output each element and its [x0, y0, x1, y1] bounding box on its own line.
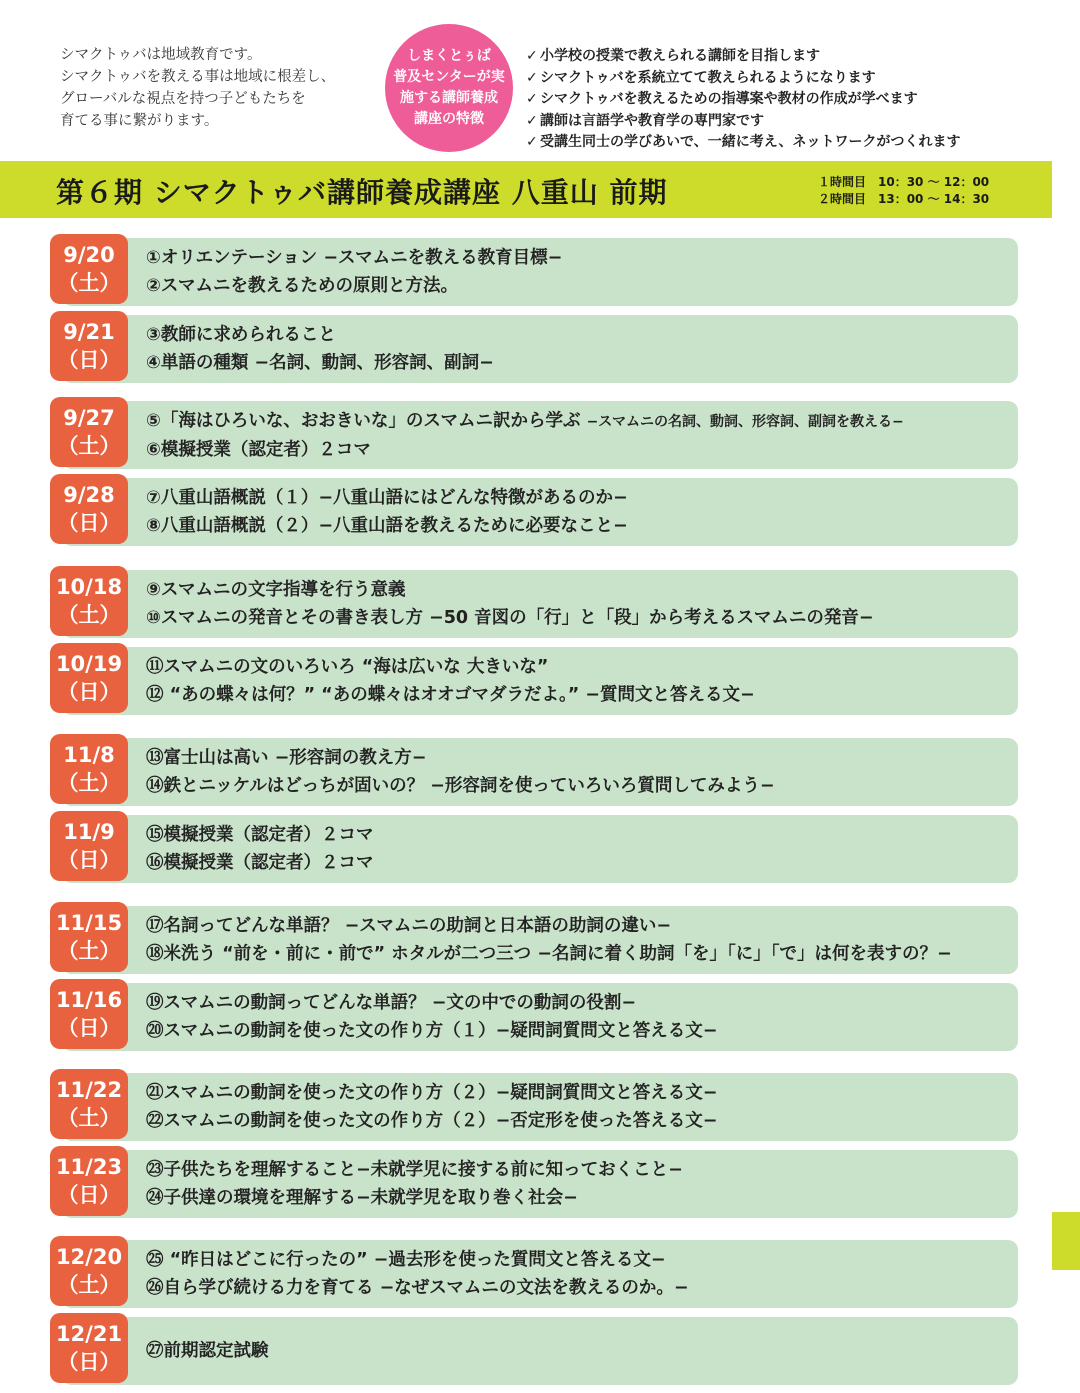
session-topic-text: ①オリエンテーション −スマムニを教える教育目標−	[146, 248, 563, 268]
session-topics	[146, 321, 1016, 377]
session-topic	[146, 940, 1016, 968]
session-date-box	[50, 1146, 128, 1216]
session-topic	[146, 484, 1016, 512]
session-topic-text: ⑰名詞ってどんな単語？ −スマムニの助詞と日本語の助詞の違い−	[146, 916, 672, 936]
session-date-box	[50, 566, 128, 636]
session-date-box	[50, 643, 128, 713]
session-topic	[146, 912, 1016, 940]
session-topic	[146, 681, 1016, 709]
session-topic	[146, 1274, 1016, 1302]
feature-text: 講師は言語学や教育学の専門家です	[540, 112, 764, 129]
session-date-box	[50, 734, 128, 804]
session-date-box	[50, 234, 128, 304]
session-row	[50, 1069, 1020, 1141]
intro-line: シマクトゥバを教える事は地域に根差し、	[60, 69, 336, 85]
check-icon: ✓	[526, 69, 538, 86]
badge-line: 普及センターが実	[393, 69, 505, 85]
session-row	[50, 1313, 1020, 1385]
session-topic-text: ⑭鉄とニッケルはどっちが固いの？ −形容詞を使っていろいろ質問してみよう−	[146, 776, 775, 796]
check-icon: ✓	[526, 48, 538, 64]
session-row	[50, 1236, 1020, 1308]
session-topic	[146, 576, 1016, 604]
session-topic	[146, 1337, 1016, 1365]
session-date: 11/9	[63, 820, 115, 844]
session-date-box	[50, 397, 128, 467]
session-topic-text: ㉕ “昨日はどこに行ったの” −過去形を使った質問文と答える文−	[146, 1250, 666, 1270]
session-topic-text: ㉗前期認定試験	[146, 1341, 269, 1361]
session-weekday: （土）	[57, 1273, 121, 1297]
session-topics	[146, 576, 1016, 632]
session-topic-text: ㉒スマムニの動詞を使った文の作り方（２）−否定形を使った答える文−	[146, 1111, 718, 1131]
session-topic-text: ④単語の種類 −名詞、動詞、形容詞、副詞−	[146, 353, 494, 373]
session-date: 11/22	[55, 1078, 123, 1102]
session-weekday: （日）	[57, 680, 121, 704]
session-topic	[146, 1156, 1016, 1184]
session-topic-text: ⑫ “あの蝶々は何？” “あの蝶々はオオゴマダラだよ。” −質問文と答える文−	[146, 685, 755, 705]
session-topic	[146, 772, 1016, 800]
session-topic	[146, 321, 1016, 349]
time-slot-2: ２時間目 13：00 〜 14：30	[818, 192, 990, 206]
check-icon: ✓	[526, 134, 538, 150]
session-weekday: （土）	[57, 1106, 121, 1130]
session-date: 9/20	[63, 243, 115, 267]
intro-line: グローバルな視点を持つ子どもたちを	[60, 91, 306, 107]
intro-line: シマクトゥバは地域教育です。	[60, 47, 262, 63]
session-topic	[146, 744, 1016, 772]
session-date: 12/20	[55, 1245, 123, 1269]
session-weekday: （土）	[57, 939, 121, 963]
session-date: 11/23	[55, 1155, 123, 1179]
session-topic	[146, 989, 1016, 1017]
session-topics	[146, 912, 1016, 968]
time-slot-1: １時間目 10：30 〜 12：00	[818, 175, 990, 189]
badge-line: しまくとぅば	[407, 48, 491, 64]
session-topics	[146, 407, 1016, 464]
session-topics	[146, 484, 1016, 540]
session-topics	[146, 744, 1016, 800]
session-topics	[146, 244, 1016, 300]
session-weekday: （日）	[57, 1016, 121, 1040]
session-topic-text: ㉑スマムニの動詞を使った文の作り方（２）−疑問詞質問文と答える文−	[146, 1083, 718, 1103]
check-icon: ✓	[526, 91, 538, 107]
check-icon: ✓	[526, 112, 538, 129]
feature-text: シマクトゥバを系統立てて教えられるようになります	[540, 69, 876, 86]
session-topic-text: ⑯模擬授業（認定者）２コマ	[146, 853, 374, 873]
session-topic-text: ㉖自ら学び続ける力を育てる −なぜスマムニの文法を教えるのか。−	[146, 1278, 689, 1298]
session-topic-text: ⑬富士山は高い −形容詞の教え方−	[146, 748, 427, 768]
session-topic-text: ㉔子供達の環境を理解する−未就学児を取り巻く社会−	[146, 1188, 578, 1208]
session-topics	[146, 1337, 1016, 1365]
session-topics	[146, 989, 1016, 1045]
session-topics	[146, 1156, 1016, 1212]
session-date: 11/8	[63, 743, 115, 767]
session-date-box	[50, 902, 128, 972]
session-date-box	[50, 311, 128, 381]
session-topic	[146, 849, 1016, 877]
session-row	[50, 311, 1020, 383]
session-row	[50, 643, 1020, 715]
feature-text: シマクトゥバを教えるための指導案や教材の作成が学べます	[540, 91, 918, 107]
session-topic-text: ②スマムニを教えるための原則と方法。	[146, 276, 458, 296]
session-topic-text: ㉓子供たちを理解すること−未就学児に接する前に知っておくこと−	[146, 1160, 683, 1180]
session-topics	[146, 821, 1016, 877]
session-topic	[146, 407, 1016, 436]
session-date-box	[50, 811, 128, 881]
session-topic-text: ⑥模擬授業（認定者）２コマ	[146, 440, 371, 460]
session-row	[50, 1146, 1020, 1218]
session-date: 9/27	[63, 406, 115, 430]
session-date-box	[50, 979, 128, 1049]
session-weekday: （土）	[57, 271, 121, 295]
session-row	[50, 979, 1020, 1051]
session-row	[50, 811, 1020, 883]
session-topic-text: ⑲スマムニの動詞ってどんな単語？ −文の中での動詞の役割−	[146, 993, 637, 1013]
session-topic-text: ③教師に求められること	[146, 325, 336, 345]
course-title: 第６期 シマクトゥバ講師養成講座 八重山 前期	[56, 176, 668, 209]
feature-text: 受講生同士の学びあいで、一緒に考え、ネットワークがつくれます	[540, 134, 961, 150]
session-topic	[146, 244, 1016, 272]
session-date-box	[50, 1236, 128, 1306]
session-topic-text: ⑦八重山語概説（１）−八重山語にはどんな特徴があるのか−	[146, 488, 628, 508]
feature-text: 小学校の授業で教えられる講師を目指します	[540, 48, 820, 64]
session-row	[50, 397, 1020, 469]
session-topic-text: ⑳スマムニの動詞を使った文の作り方（１）−疑問詞質問文と答える文−	[146, 1021, 718, 1041]
session-weekday: （日）	[57, 1350, 121, 1374]
session-weekday: （土）	[57, 771, 121, 795]
session-topic	[146, 1184, 1016, 1212]
session-weekday: （日）	[57, 848, 121, 872]
session-topics	[146, 1246, 1016, 1302]
session-topic-text: ⑤「海はひろいな、おおきいな」のスマムニ訳から学ぶ	[146, 411, 581, 431]
session-row	[50, 734, 1020, 806]
session-topic	[146, 436, 1016, 464]
session-date: 10/18	[55, 575, 123, 599]
session-date: 10/19	[55, 652, 123, 676]
session-topic-subtitle: −スマムニの名詞、動詞、形容詞、副詞を教える−	[586, 414, 904, 430]
session-weekday: （日）	[57, 348, 121, 372]
session-topic-text: ⑧八重山語概説（２）−八重山語を教えるために必要なこと−	[146, 516, 628, 536]
intro-line: 育てる事に繋がります。	[60, 113, 219, 129]
session-topic	[146, 1246, 1016, 1274]
session-row	[50, 474, 1020, 546]
session-topic-text: ⑱米洗う “前を・前に・前で” ホタルが二つ三つ −名詞に着く助詞「を」「に」「で」は何を表すの？−	[146, 944, 952, 964]
side-tab-marker	[1052, 1212, 1080, 1270]
session-date-box	[50, 1313, 128, 1383]
session-topic	[146, 604, 1016, 632]
session-date: 12/21	[55, 1322, 123, 1346]
session-date-box	[50, 474, 128, 544]
session-date: 11/15	[55, 911, 123, 935]
session-weekday: （土）	[57, 434, 121, 458]
session-weekday: （土）	[57, 603, 121, 627]
session-topic	[146, 272, 1016, 300]
session-topic	[146, 821, 1016, 849]
session-topic-text: ⑮模擬授業（認定者）２コマ	[146, 825, 374, 845]
session-row	[50, 902, 1020, 974]
session-row	[50, 234, 1020, 306]
session-row	[50, 566, 1020, 638]
session-topic	[146, 349, 1016, 377]
session-weekday: （日）	[57, 1183, 121, 1207]
session-topic-text: ⑩スマムニの発音とその書き表し方 −50 音図の「行」と「段」から考えるスマムニの発音−	[146, 608, 874, 628]
session-date-box	[50, 1069, 128, 1139]
session-topics	[146, 1079, 1016, 1135]
session-date: 9/21	[63, 320, 115, 344]
session-topic	[146, 1017, 1016, 1045]
badge-line: 講座の特徴	[414, 111, 484, 127]
session-topic-text: ⑨スマムニの文字指導を行う意義	[146, 580, 406, 600]
session-topics	[146, 653, 1016, 709]
badge-line: 施する講師養成	[400, 90, 498, 106]
session-topic	[146, 1107, 1016, 1135]
session-date: 9/28	[63, 483, 115, 507]
session-topic	[146, 653, 1016, 681]
session-topic	[146, 1079, 1016, 1107]
session-topic-text: ⑪スマムニの文のいろいろ “海は広いな 大きいな”	[146, 657, 549, 677]
session-date: 11/16	[55, 988, 123, 1012]
session-topic	[146, 512, 1016, 540]
session-weekday: （日）	[57, 511, 121, 535]
